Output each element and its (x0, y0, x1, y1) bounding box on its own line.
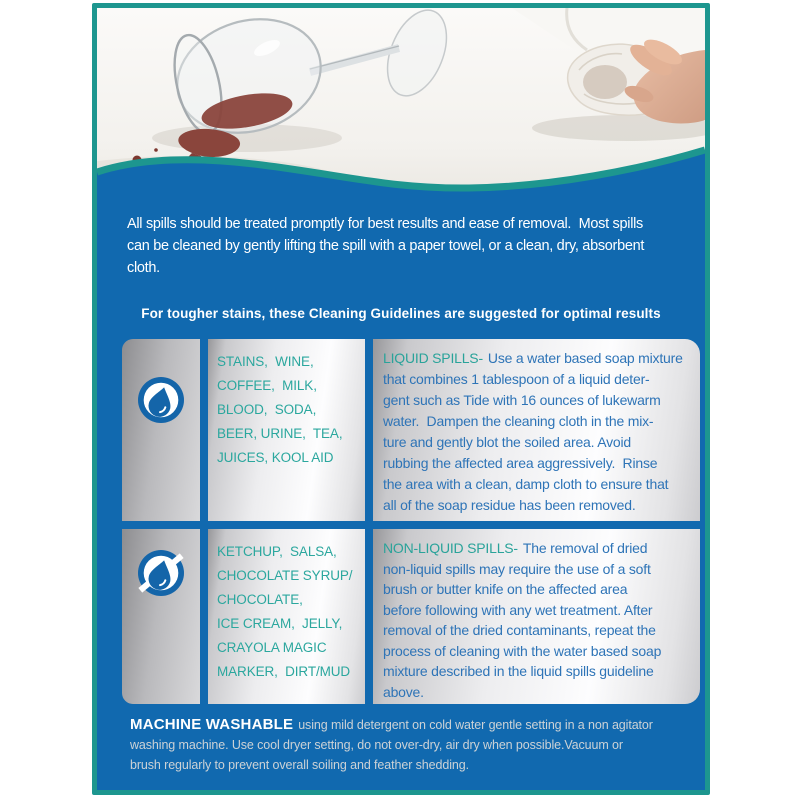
water-drop-crossed-icon (137, 549, 185, 597)
instruction-line: The removal of dried (522, 540, 648, 556)
instruction-line: water. Dampen the cleaning cloth in the mix- (383, 413, 654, 429)
nonliquid-spills-instructions (373, 529, 700, 704)
flyer-sheet (92, 3, 710, 795)
liquid-spills-instructions (373, 339, 700, 521)
liquid-stains-list (208, 339, 365, 521)
instruction-line: removal of the dried contaminants, repeat the (383, 622, 656, 638)
towel-stain (583, 65, 627, 99)
flyer-content (97, 8, 705, 790)
stain-item-line: CHOCOLATE, (217, 592, 303, 607)
stain-item-line: BLOOD, SODA, (217, 402, 317, 417)
nonliquid-spills-label: NON-LIQUID SPILLS- (383, 540, 518, 556)
stain-item-line: ICE CREAM, JELLY, (217, 616, 343, 631)
instruction-line: all of the soap residue has been removed. (383, 497, 636, 513)
instruction-line: gent such as Tide with 16 ounces of lukewarm (383, 392, 661, 408)
machine-washable-label: MACHINE WASHABLE (130, 716, 294, 733)
footer-line: washing machine. Use cool dryer setting, do not over-dry, air dry when possible.Vacuum or (130, 738, 623, 752)
stain-item-line: CRAYOLA MAGIC (217, 640, 327, 655)
stain-item-line: STAINS, WINE, (217, 354, 314, 369)
intro-line: cloth. (127, 260, 160, 276)
liquid-spills-label: LIQUID SPILLS- (383, 350, 483, 366)
nonliquid-row-icon-cell (122, 529, 200, 704)
instruction-line: before following with any wet treatment. After (383, 601, 653, 618)
instruction-line: brush or butter knife on the affected area (383, 581, 628, 597)
instruction-line: non-liquid spills may require the use of a soft (383, 560, 651, 577)
stain-item-line: MARKER, DIRT/MUD (217, 664, 351, 679)
machine-washable-note (130, 715, 705, 775)
instruction-line: Use a water based soap mixture (487, 350, 683, 366)
water-drop-icon (137, 376, 185, 424)
guidelines-heading: For tougher stains, these Cleaning Guidelines are suggested for optimal results (141, 306, 661, 321)
instruction-line: the area with a clean, damp cloth to ensure that (383, 476, 669, 492)
stain-item-line: BEER, URINE, TEA, (217, 426, 343, 441)
intro-line: can be cleaned by gently lifting the spill with a paper towel, or a clean, dry, absorbent (127, 238, 645, 254)
liquid-row-icon-cell (122, 339, 200, 521)
instruction-line: that combines 1 tablespoon of a liquid deter- (383, 371, 650, 387)
stain-item-line: COFFEE, MILK, (217, 378, 317, 393)
instruction-line: rubbing the affected area aggressively. Rinse (383, 455, 658, 471)
instruction-line: process of cleaning with the water based soap (383, 642, 662, 659)
intro-paragraph (127, 213, 675, 279)
stain-item-line: CHOCOLATE SYRUP/ (217, 568, 353, 583)
instruction-line: above. (383, 683, 424, 700)
nonliquid-stains-list (208, 529, 365, 704)
instruction-line: ture and gently blot the soiled area. Avoid (383, 434, 631, 450)
instruction-line: mixture described in the liquid spills guideline (383, 663, 654, 679)
stain-item-line: JUICES, KOOL AID (217, 450, 334, 465)
stain-item-line: KETCHUP, SALSA, (217, 544, 337, 559)
footer-line: brush regularly to prevent overall soiling and feather shedding. (130, 758, 469, 772)
footer-line: using mild detergent on cold water gentle setting in a non agitator (298, 718, 653, 732)
cleaning-guidelines-table (122, 339, 700, 704)
hero-photo (97, 8, 705, 208)
intro-line: All spills should be treated promptly for best results and ease of removal. Most spills (127, 216, 643, 232)
